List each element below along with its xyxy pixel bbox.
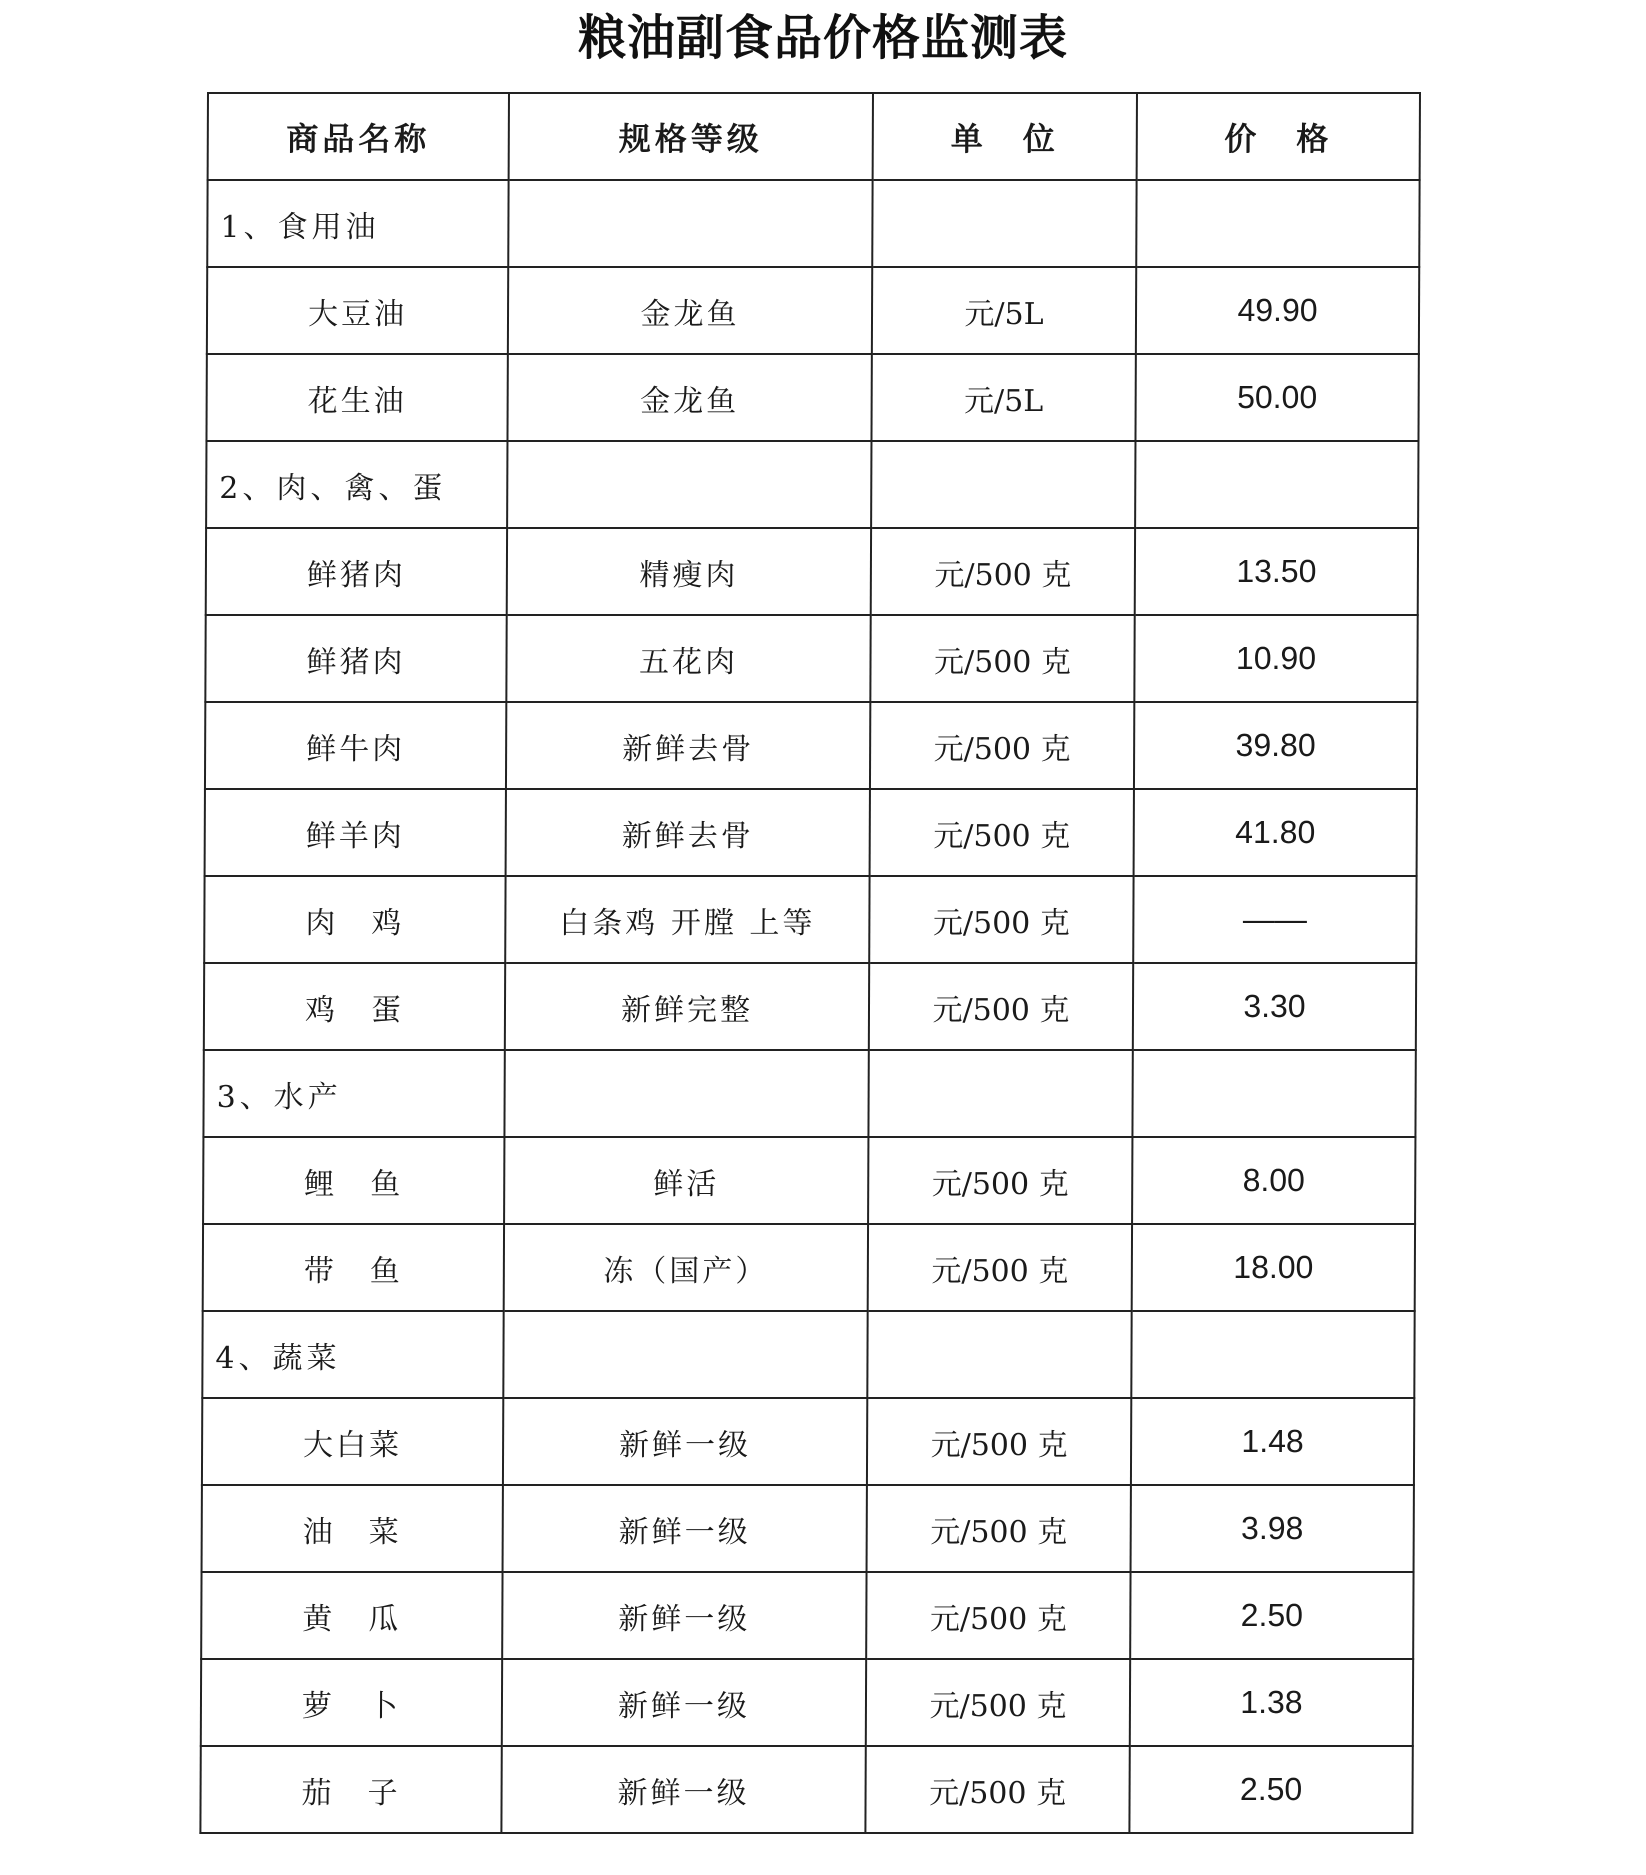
empty-cell <box>507 441 871 528</box>
table-row <box>206 354 1418 441</box>
item-spec: 精瘦肉 <box>507 528 871 615</box>
item-price: —— <box>1133 876 1416 963</box>
item-price: 3.98 <box>1131 1485 1414 1572</box>
item-unit: 元/500 克 <box>868 1137 1132 1224</box>
item-price: 39.80 <box>1134 702 1417 789</box>
item-name: 茄 子 <box>200 1746 501 1833</box>
empty-cell <box>504 1050 868 1137</box>
item-spec: 新鲜去骨 <box>506 702 870 789</box>
item-spec: 新鲜去骨 <box>506 789 870 876</box>
table-row <box>205 702 1417 789</box>
item-spec: 白条鸡 开膛 上等 <box>505 876 869 963</box>
item-price: 49.90 <box>1136 267 1419 354</box>
item-price: 1.48 <box>1131 1398 1414 1485</box>
category-label: 1、食用油 <box>207 180 508 267</box>
item-name: 鲜牛肉 <box>205 702 506 789</box>
category-row <box>202 1311 1414 1398</box>
empty-cell <box>1132 1050 1415 1137</box>
item-spec: 新鲜完整 <box>505 963 869 1050</box>
table-row <box>202 1485 1414 1572</box>
item-price: 41.80 <box>1134 789 1417 876</box>
empty-cell <box>1136 180 1419 267</box>
item-price: 2.50 <box>1130 1572 1413 1659</box>
empty-cell <box>867 1311 1131 1398</box>
empty-cell <box>1135 441 1418 528</box>
item-spec: 新鲜一级 <box>503 1398 867 1485</box>
item-unit: 元/500 克 <box>865 1746 1129 1833</box>
item-unit: 元/500 克 <box>869 876 1133 963</box>
item-unit: 元/500 克 <box>866 1572 1130 1659</box>
item-name: 带 鱼 <box>203 1224 504 1311</box>
header-name: 商品名称 <box>208 93 509 180</box>
header-unit: 单 位 <box>873 93 1137 180</box>
item-name: 大白菜 <box>202 1398 503 1485</box>
empty-cell <box>508 180 872 267</box>
item-price: 1.38 <box>1130 1659 1413 1746</box>
item-price: 18.00 <box>1132 1224 1415 1311</box>
item-unit: 元/500 克 <box>867 1485 1131 1572</box>
item-name: 黄 瓜 <box>201 1572 502 1659</box>
empty-cell <box>872 180 1136 267</box>
item-unit: 元/500 克 <box>870 702 1134 789</box>
empty-cell <box>1131 1311 1414 1398</box>
item-unit: 元/500 克 <box>870 615 1134 702</box>
item-spec: 金龙鱼 <box>507 354 871 441</box>
item-name: 油 菜 <box>202 1485 503 1572</box>
table-row <box>205 789 1417 876</box>
item-name: 鲜羊肉 <box>205 789 506 876</box>
item-spec: 五花肉 <box>506 615 870 702</box>
table-row <box>203 1224 1415 1311</box>
header-spec: 规格等级 <box>509 93 873 180</box>
item-unit: 元/5L <box>871 354 1135 441</box>
category-row <box>207 180 1419 267</box>
item-spec: 新鲜一级 <box>502 1659 866 1746</box>
table-row <box>204 876 1416 963</box>
category-row <box>203 1050 1415 1137</box>
table-row <box>200 1746 1412 1833</box>
item-unit: 元/500 克 <box>866 1659 1130 1746</box>
item-price: 13.50 <box>1135 528 1418 615</box>
item-name: 大豆油 <box>207 267 508 354</box>
item-unit: 元/500 克 <box>871 528 1135 615</box>
table-row <box>205 615 1417 702</box>
item-spec: 新鲜一级 <box>502 1572 866 1659</box>
table-row <box>201 1659 1413 1746</box>
category-label: 2、肉、禽、蛋 <box>206 441 507 528</box>
item-unit: 元/500 克 <box>870 789 1134 876</box>
item-name: 鸡 蛋 <box>204 963 505 1050</box>
item-name: 鲤 鱼 <box>203 1137 504 1224</box>
item-spec: 鲜活 <box>504 1137 868 1224</box>
item-name: 肉 鸡 <box>204 876 505 963</box>
item-spec: 金龙鱼 <box>508 267 872 354</box>
item-price: 2.50 <box>1129 1746 1412 1833</box>
category-row <box>206 441 1418 528</box>
price-table-wrapper <box>199 92 1419 1834</box>
item-unit: 元/500 克 <box>867 1398 1131 1485</box>
table-row <box>206 528 1418 615</box>
item-price: 8.00 <box>1132 1137 1415 1224</box>
item-spec: 冻（国产） <box>504 1224 868 1311</box>
category-label: 4、蔬菜 <box>202 1311 503 1398</box>
item-price: 10.90 <box>1134 615 1417 702</box>
header-price: 价 格 <box>1137 93 1420 180</box>
item-spec: 新鲜一级 <box>503 1485 867 1572</box>
item-unit: 元/500 克 <box>868 1224 1132 1311</box>
item-price: 3.30 <box>1133 963 1416 1050</box>
table-row <box>201 1572 1413 1659</box>
item-name: 鲜猪肉 <box>206 528 507 615</box>
item-unit: 元/5L <box>872 267 1136 354</box>
empty-cell <box>868 1050 1132 1137</box>
item-name: 萝 卜 <box>201 1659 502 1746</box>
table-row <box>203 1137 1415 1224</box>
item-unit: 元/500 克 <box>869 963 1133 1050</box>
table-header-row <box>208 93 1420 180</box>
price-table <box>199 92 1421 1834</box>
category-label: 3、水产 <box>203 1050 504 1137</box>
item-name: 鲜猪肉 <box>205 615 506 702</box>
table-row <box>207 267 1419 354</box>
table-row <box>204 963 1416 1050</box>
empty-cell <box>503 1311 867 1398</box>
item-spec: 新鲜一级 <box>501 1746 865 1833</box>
item-price: 50.00 <box>1135 354 1418 441</box>
page-title: 粮油副食品价格监测表 <box>577 10 1068 66</box>
item-name: 花生油 <box>206 354 507 441</box>
empty-cell <box>871 441 1135 528</box>
table-row <box>202 1398 1414 1485</box>
